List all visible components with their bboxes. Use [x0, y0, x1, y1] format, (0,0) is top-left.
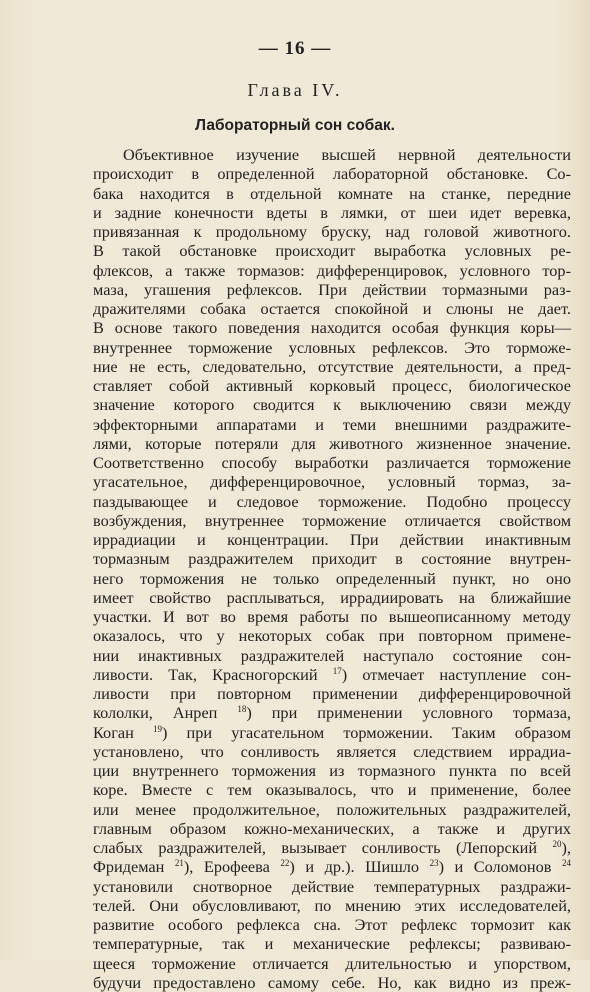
text-line: и задние конечности вдеты в лямки, от шеи идет веревка,: [93, 202, 571, 222]
text-line: флексов, а также тормазов: дифференцировок, условного тор-: [93, 260, 571, 280]
text-line: паздывающее и следовое торможение. Подобно процессу: [93, 491, 571, 511]
text-segment: ) при применении условного тормаза,: [246, 703, 571, 723]
text-line: [93, 723, 571, 742]
text-segment: ) и Соломонов: [438, 857, 552, 877]
text-line: главным образом кожно-механических, а также и других: [93, 818, 571, 838]
footnote-ref: 19: [152, 723, 162, 734]
text-line: дражителями собака остается спокойной и слюны не дает.: [93, 299, 571, 318]
text-line: В основе такого поведения находится особая функция коры—: [93, 318, 571, 338]
text-line: привязанная к продольному бруску, над головой животного.: [93, 222, 571, 241]
footnote-ref: 20: [552, 839, 562, 849]
footnote-ref: 22: [280, 858, 290, 869]
text-line: [93, 857, 571, 876]
text-line: имеет свойство расплываться, иррадиировать на ближайшие: [93, 587, 571, 607]
text-line: него торможения не только определенный пункт, но оно: [93, 568, 571, 588]
text-line: телей. Они обусловливают, по мнению этих исследователей,: [93, 895, 571, 915]
text-line: лями, которые потеряли для животного жизненное значение.: [93, 433, 571, 453]
text-segment: ) отмечает наступление сон-: [341, 664, 571, 684]
body-text: [93, 145, 571, 992]
text-segment: ),: [561, 838, 572, 857]
text-line: угасательное, дифференцировочное, условный тормаз, за-: [93, 472, 571, 492]
text-segment: ливости. Так, Красногорский: [93, 664, 318, 684]
text-line: ставляет собой активный корковый процесс, биологическое: [93, 376, 571, 395]
text-line: возбуждения, внутреннее торможение отличается свойством: [93, 510, 571, 530]
text-line: ливости при повторном применении дифференцировочной: [93, 684, 571, 703]
text-line: ции внутреннего торможения из тормазного пункта по всей: [93, 761, 571, 780]
footnote-ref: 23: [429, 858, 439, 869]
text-line: В такой обстановке происходит выработка условных ре-: [93, 241, 571, 261]
text-line: участки. И вот во время работы по вышеописанному методу: [93, 607, 571, 626]
text-line: [93, 665, 571, 684]
text-line: Соответственно способу выработки различается торможение: [93, 453, 571, 472]
text-line: [93, 838, 571, 857]
text-line: маза, угашения рефлексов. При действии тормазными раз-: [93, 279, 571, 299]
text-segment: Коган: [93, 722, 134, 742]
text-line: Объективное изучение высшей нервной деятельности: [123, 145, 571, 164]
text-line: будучи предоставлено самому себе. Но, как видно из преж-: [93, 972, 571, 992]
text-line: установлено, что сонливость является следствием иррадиа-: [93, 741, 571, 761]
text-line: или менее продолжительное, положительных раздражителей,: [93, 799, 571, 819]
page-number: — 16 —: [258, 38, 332, 59]
text-line: эффекторными аппаратами и теми внешними раздражите-: [93, 414, 571, 434]
text-line: тормазным раздражителем приходит в состояние внутрен-: [93, 549, 571, 569]
text-line: ние не есть, следовательно, отсутствие деятельности, а пред-: [93, 356, 571, 376]
footnote-ref: 21: [174, 858, 184, 869]
text-segment: кололки, Анреп: [93, 703, 218, 723]
text-segment: Ерофеева: [203, 857, 270, 877]
footnote-ref: 18: [237, 704, 247, 715]
chapter-heading: Глава IV.: [247, 80, 343, 100]
text-line: внутреннее торможение условных рефлексов. Это торможе-: [93, 337, 571, 357]
text-line: [93, 703, 571, 722]
text-segment: ) при угасательном торможении. Таким образом: [161, 722, 572, 742]
text-line: значение которого сводится к выключению связи между: [93, 395, 571, 415]
footnote-ref: 24: [562, 858, 571, 869]
text-segment: слабых раздражителей, вызывает сонливость (Лепорский: [93, 838, 538, 857]
text-line: иррадиации и концентрации. При действии инактивным: [93, 530, 571, 549]
text-line: температурные, так и механические рефлексы; развиваю-: [93, 934, 571, 954]
text-segment: Фридеман: [93, 857, 165, 877]
section-title: Лабораторный сон собак.: [195, 117, 395, 134]
text-line: нии инактивных раздражителей наступало состояние сон-: [93, 645, 571, 665]
text-line: щееся торможение отличается длительностью и упорством,: [93, 953, 571, 973]
text-line: бака находится в отдельной комнате на станке, передние: [93, 183, 571, 203]
text-line: оказалось, что у некоторых собак при повторном примене-: [93, 626, 571, 646]
text-line: происходит в определенной лабораторной обстановке. Со-: [93, 164, 571, 184]
text-segment: ),: [183, 857, 194, 877]
text-segment: ) и др.). Шишло: [289, 857, 420, 877]
footnote-ref: 17: [332, 665, 342, 676]
text-line: коре. Вместе с тем оказывалось, что и применение, более: [93, 780, 571, 800]
text-line: развитие особого рефлекса сна. Этот рефлекс тормозит как: [93, 915, 571, 934]
text-line: установили снотворное действие температурных раздражи-: [93, 876, 571, 896]
